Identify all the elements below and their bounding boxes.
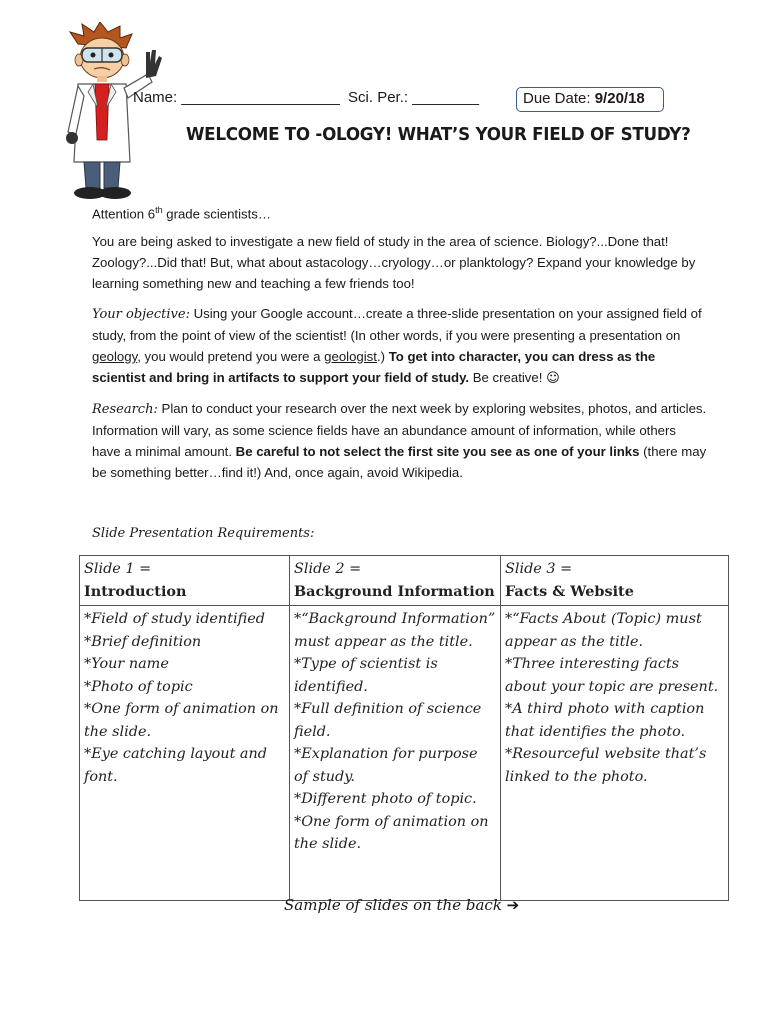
list-item: *Three interesting facts about your topic are present. — [505, 656, 719, 695]
smiley-icon: ☺ — [546, 371, 560, 386]
scientist-cartoon-image — [60, 22, 170, 204]
slide-2-header — [290, 556, 501, 606]
name-field[interactable]: Name: ___________________ — [133, 89, 340, 106]
footer-note — [284, 896, 519, 914]
geologist-link: geologist — [324, 349, 377, 364]
objective-text-3: .) — [376, 349, 389, 364]
requirements-table — [79, 555, 729, 901]
research-paragraph — [92, 398, 708, 483]
list-item: *Field of study identified — [84, 611, 265, 627]
objective-bold: To get into character, you can dress as the scientist and bring in artifacts to support your field of study. — [92, 349, 656, 385]
table-body-row — [80, 606, 729, 901]
list-item: *Eye catching layout and font. — [84, 746, 267, 785]
list-item: *Explanation for purpose of study. — [294, 746, 478, 785]
slide-3-items — [501, 606, 729, 901]
list-item: *“Facts About (Topic) must appear as the title. — [505, 611, 702, 650]
attention-pre: Attention 6 — [92, 206, 156, 222]
intro-paragraph: You are being asked to investigate a new field of study in the area of science. Biology?...Done that! Zoology?...Did that! But, what about astacology…cryology…or planktology? Expand your knowledge by learning something new and teaching a few friends too! — [92, 234, 696, 291]
objective-text-1: Using your Google account…create a three-slide presentation on your assigned field of study, from the point of view of the scientist! (In other words, if you were presenting a presentation on — [92, 306, 702, 343]
slide-1-items — [80, 606, 290, 901]
list-item: *Your name — [84, 656, 169, 672]
slide-3-number: Slide 3 = — [505, 561, 573, 577]
slide-2-name: Background Information — [294, 582, 495, 600]
attention-line — [92, 200, 708, 224]
list-item: *Brief definition — [84, 633, 202, 650]
slide-1-number: Slide 1 = — [84, 561, 152, 577]
list-item: *One form of animation on the slide. — [294, 813, 489, 852]
attention-post: grade scientists… — [162, 206, 272, 222]
slide-1-name: Introduction — [84, 582, 187, 600]
slide-3-name: Facts & Website — [505, 582, 634, 600]
list-item: *Resourceful website that’s linked to the photo. — [505, 746, 707, 785]
header-fields — [133, 89, 483, 106]
list-item: *Different photo of topic. — [294, 791, 477, 807]
arrow-right-icon: ➔ — [506, 896, 520, 914]
objective-text-2: , you would pretend you were a — [137, 349, 325, 364]
slide-2-items — [290, 606, 501, 901]
attention-sup: th — [155, 205, 163, 215]
due-date-label: Due Date: — [523, 90, 591, 107]
page-title: WELCOME TO -OLOGY! WHAT’S YOUR FIELD OF STUDY? — [186, 124, 691, 145]
research-label: Research: — [92, 402, 158, 417]
list-item: *Photo of topic — [84, 678, 193, 695]
slide-1-header — [80, 556, 290, 606]
research-text-1: Plan to conduct your research over the next week by exploring websites, photos, and articles. Information will vary, as some science fields have an abundance amount of information, while others have a minimal amount. — [92, 401, 707, 459]
research-text-2: (there may be something better…find it!) And, once again, avoid Wikipedia. — [92, 444, 707, 480]
objective-text-4: Be creative! — [469, 370, 547, 385]
period-field[interactable]: Sci. Per.: ________ — [348, 89, 479, 106]
objective-paragraph — [92, 303, 708, 389]
slide-2-number: Slide 2 = — [294, 561, 362, 577]
due-date-value: 9/20/18 — [594, 90, 645, 107]
objective-label: Your objective: — [92, 307, 190, 322]
research-bold: Be careful to not select the first site you see as one of your links — [235, 444, 640, 459]
list-item: *One form of animation on the slide. — [84, 701, 279, 740]
list-item: *“Background Information” must appear as the title. — [294, 611, 496, 650]
requirements-title: Slide Presentation Requirements: — [92, 526, 315, 541]
geology-link: geology — [92, 349, 138, 364]
table-header-row — [80, 556, 729, 606]
list-item: *Type of scientist is identified. — [294, 656, 438, 695]
footer-text: Sample of slides on the back — [284, 896, 507, 914]
list-item: *Full definition of science field. — [294, 701, 482, 740]
slide-3-header — [501, 556, 729, 606]
due-date-box — [516, 87, 664, 112]
list-item: *A third photo with caption that identifies the photo. — [505, 701, 705, 740]
